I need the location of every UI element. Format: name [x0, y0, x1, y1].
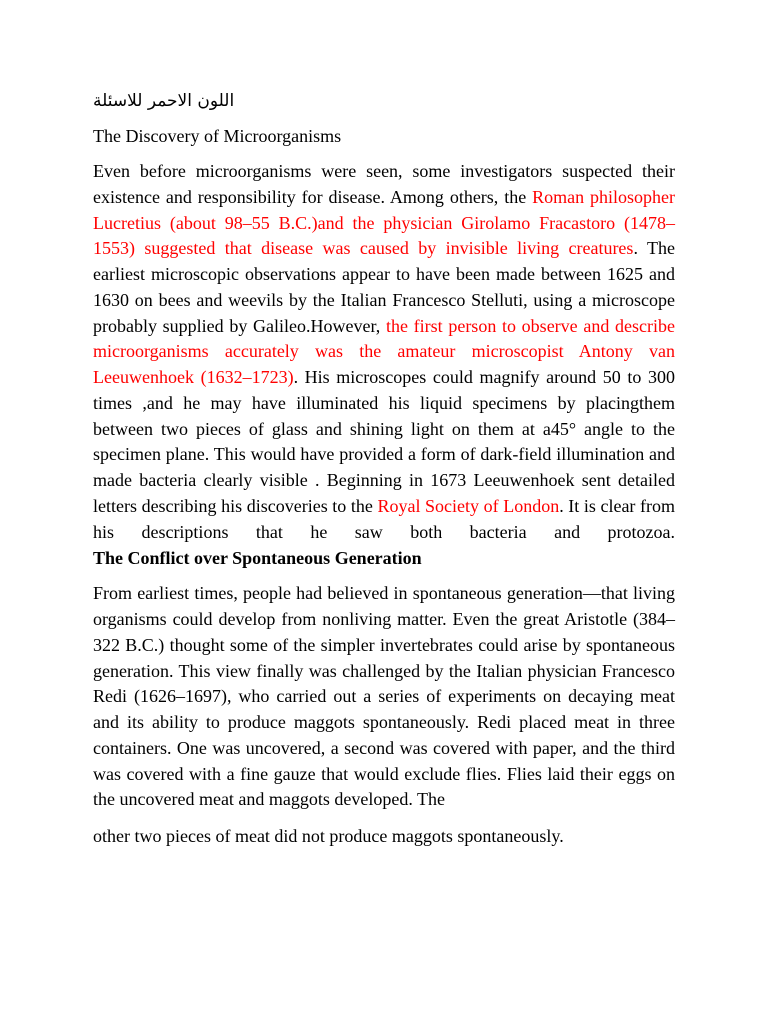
- paragraph-discovery: [93, 159, 675, 545]
- arabic-note: اللون الاحمر للاسئلة: [93, 91, 235, 111]
- section-heading: The Conflict over Spontaneous Generation: [93, 548, 422, 569]
- paragraph-text: . The earliest microscopic observations appear to have been made between 1625 and 1630 on bees and weevils by the Italian Francesco Stelluti, using a microscope probably supplied by Galileo.However,: [93, 238, 675, 336]
- highlighted-question-text: the first person to observe and describe microorganisms accurately was the amateur microscopist Antony van Leeuwenhoek (1632–1723): [93, 315, 675, 387]
- paragraph-text: . His microscopes could magnify around 50 to 300 times ,and he may have illuminated his liquid specimens by placingthem between two pieces of glass and shining light on them at a45° angle to the specimen plane. This would have provided a form of dark-field illumination and made bacteria clearly visible . Beginning in 1673 Leeuwenhoek sent detailed letters describing his discoveries to the: [93, 367, 675, 516]
- document-title: The Discovery of Microorganisms: [93, 126, 342, 146]
- paragraph-spontaneous-generation: From earliest times, people had believed in spontaneous generation—that living organisms could develop from nonliving matter. Even the great Aristotle (384–322 B.C.) thought some of the simpler invertebrates could arise by spontaneous generation. This view finally was challenged by the Italian physician Francesco Redi (1626–1697), who carried out a series of experiments on decaying meat and its ability to produce maggots spontaneously. Redi placed meat in three containers. One was uncovered, a second was covered with paper, and the third was covered with a fine gauze that would exclude flies. Flies laid their eggs on the uncovered meat and maggots developed. The: [93, 583, 675, 810]
- highlighted-question-text: Royal Society of London: [377, 495, 560, 516]
- paragraph-text: . It is clear from his descriptions that he saw both bacteria and protozoa.: [93, 495, 676, 542]
- paragraph-continuation: other two pieces of meat did not produce maggots spontaneously.: [93, 826, 564, 846]
- paragraph-text: Even before microorganisms were seen, some investigators suspected their existence and responsibility for disease. Among others, the: [93, 161, 675, 207]
- document-page: [93, 88, 675, 849]
- highlighted-question-text: Roman philosopher Lucretius (about 98–55 B.C.)and the physician Girolamo Fracastoro (1478–1553) suggested that disease was caused by invisible living creatures: [93, 186, 675, 259]
